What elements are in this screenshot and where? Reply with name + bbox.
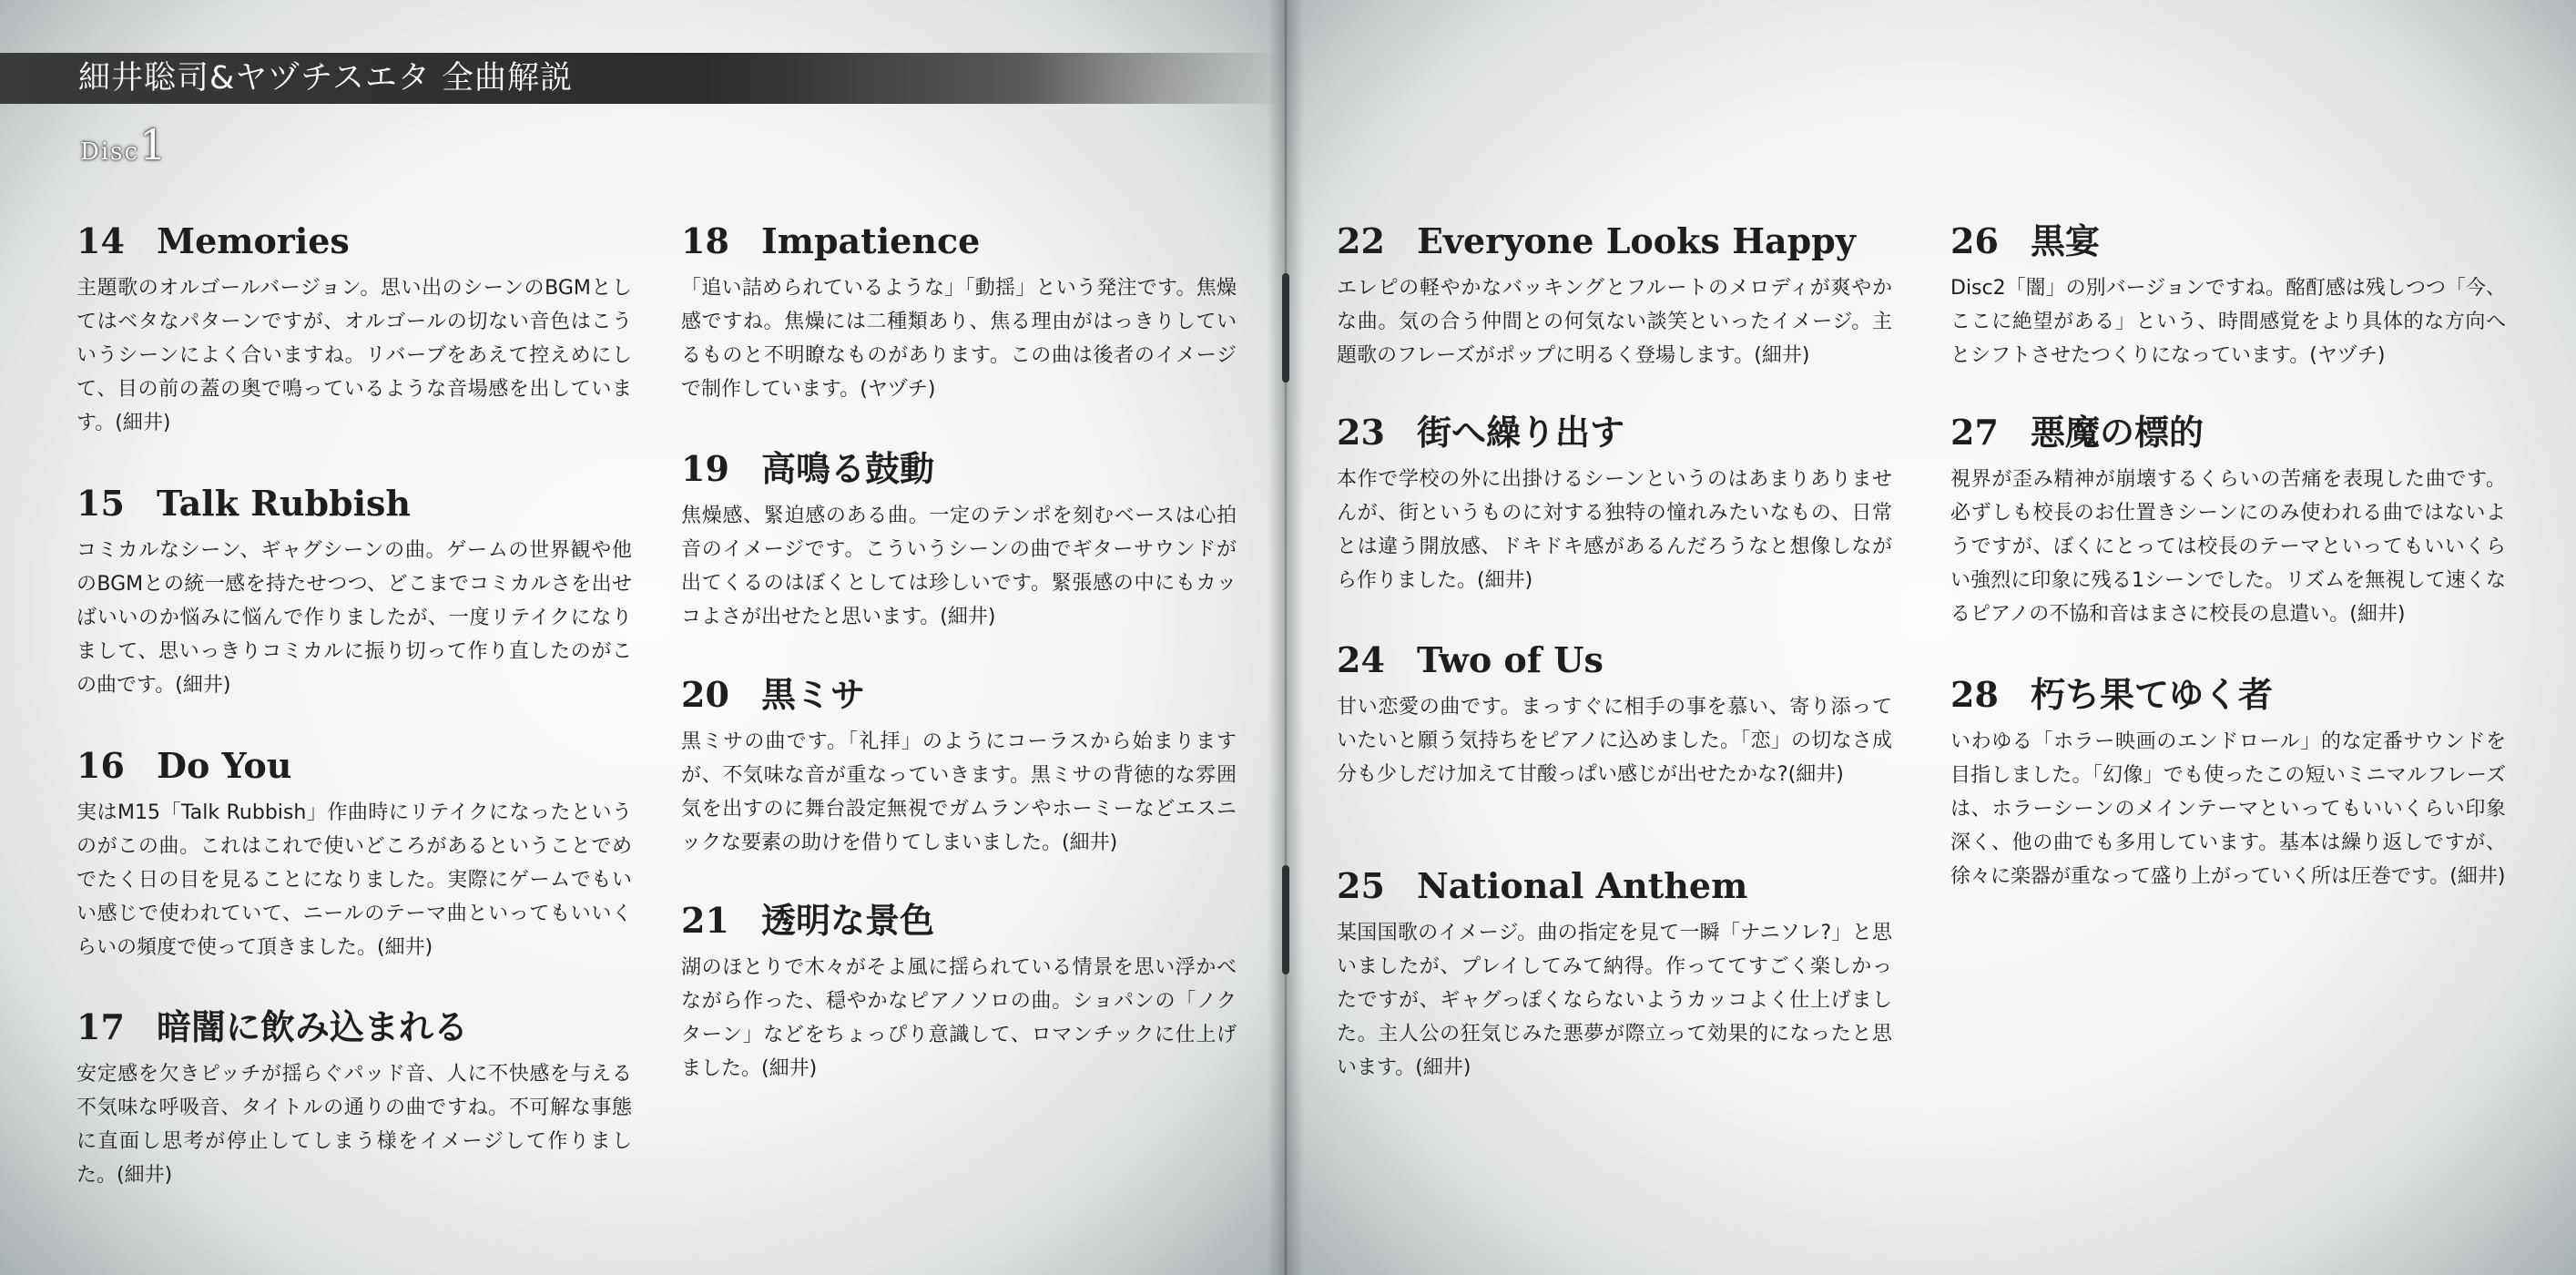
track-23 xyxy=(1337,412,1892,597)
track-19 xyxy=(681,448,1237,634)
track-18 xyxy=(681,220,1237,406)
track-name: Everyone Looks Happy xyxy=(1417,220,1856,261)
track-description: 黒ミサの曲です。「礼拝」のようにコーラスから始まりますが、不気味な音が重なっていきます。黒ミサの背徳的な雰囲気を出すのに舞台設定無視でガムランやホーミーなどエスニックな要素の助けを借りてしまいました。(細井) xyxy=(681,730,1237,854)
track-description: 本作で学校の外に出掛けるシーンというのはあまりありませんが、街というものに対する独特の憧れみたいなもの、日常とは違う開放感、ドキドキ感があるんだろうなと想像しながら作りました。(細井) xyxy=(1337,468,1892,592)
track-name: Two of Us xyxy=(1417,639,1604,680)
header-bar xyxy=(0,53,1284,104)
disc-label xyxy=(80,120,168,169)
track-name: 暗闇に飲み込まれる xyxy=(157,1006,469,1047)
track-name: 黒ミサ xyxy=(761,674,866,715)
track-21 xyxy=(681,900,1237,1086)
track-name: 街へ繰り出す xyxy=(1417,412,1625,453)
track-name: 黒宴 xyxy=(2031,220,2101,261)
track-number: 25 xyxy=(1337,865,1385,906)
track-description: いわゆる「ホラー映画のエンドロール」的な定番サウンドを目指しました。「幻像」でも使ったこの短いミニマルフレーズは、ホラーシーンのメインテーマといってもいいくらい印象深く、他の曲でも多用しています。基本は繰り返しですが、徐々に楽器が重なって盛り上がっていく所は圧巻です。(細井) xyxy=(1950,730,2506,888)
track-title xyxy=(681,674,1237,716)
track-title xyxy=(1337,865,1892,907)
track-title xyxy=(76,745,632,787)
track-title xyxy=(1337,639,1892,681)
track-name: Talk Rubbish xyxy=(157,483,412,524)
track-description: 甘い恋愛の曲です。まっすぐに相手の事を慕い、寄り添っていたいと願う気持ちをピアノに込めました。「恋」の切なさ成分も少しだけ加えて甘酸っぱい感じが出せたかな?(細井) xyxy=(1337,696,1892,786)
track-description: 某国国歌のイメージ。曲の指定を見て一瞬「ナニソレ?」と思いましたが、プレイしてみて納得。作っててすごく楽しかったですが、ギャグっぽくならないようカッコよく仕上げました。主人公の狂気じみた悪夢が際立って効果的になったと思います。(細井) xyxy=(1337,922,1892,1079)
track-title xyxy=(76,220,632,262)
track-title xyxy=(1950,674,2506,716)
track-description: 視界が歪み精神が崩壊するくらいの苦痛を表現した曲です。必ずしも校長のお仕置きシーンにのみ使われる曲ではないようですが、ぼくにとっては校長のテーマといってもいいくらい強烈に印象に残る1シーンでした。リズムを無視して速くなるピアノの不協和音はまさに校長の息遣い。(細井) xyxy=(1950,468,2506,626)
track-description: 安定感を欠きピッチが揺らぐパッド音、人に不快感を与える不気味な呼吸音、タイトルの通りの曲ですね。不可解な事態に直面し思考が停止してしまう様をイメージして作りました。(細井) xyxy=(76,1063,632,1187)
track-26 xyxy=(1950,220,2506,372)
track-description: コミカルなシーン、ギャグシーンの曲。ゲームの世界観や他のBGMとの統一感を持たせつつ、どこまでコミカルさを出せばいいのか悩みに悩んで作りましたが、一度リテイクになりまして、思いっきりコミカルに振り切って作り直したのがこの曲です。(細井) xyxy=(76,539,632,697)
track-title xyxy=(1950,412,2506,454)
track-number: 28 xyxy=(1950,674,1999,715)
track-14 xyxy=(76,220,632,440)
track-description: 湖のほとりで木々がそよ風に揺られている情景を思い浮かべながら作った、穏やかなピアノソロの曲。ショパンの「ノクターン」などをちょっぴり意識して、ロマンチックに仕上げました。(細井) xyxy=(681,956,1237,1080)
track-number: 20 xyxy=(681,674,729,715)
track-title xyxy=(1337,220,1892,262)
track-15 xyxy=(76,483,632,702)
track-name: 透明な景色 xyxy=(761,900,935,941)
track-title xyxy=(76,1006,632,1048)
track-description: 主題歌のオルゴールバージョン。思い出のシーンのBGMとしてはベタなパターンですが、オルゴールの切ない音色はこういうシーンによく合いますね。リバーブをあえて控えめにして、目の前の蓋の奥で鳴っているような音場感を出しています。(細井) xyxy=(76,277,632,434)
track-28 xyxy=(1950,674,2506,893)
track-title xyxy=(1337,412,1892,454)
track-description: 実はM15「Talk Rubbish」作曲時にリテイクになったというのがこの曲。これはこれで使いどころがあるということでめでたく日の目を見ることになりました。実際にゲームでもいい感じで使われていて、ニールのテーマ曲といってもいいくらいの頻度で使って頂きました。(細井) xyxy=(76,801,632,959)
track-20 xyxy=(681,674,1237,860)
track-description: エレピの軽やかなバッキングとフルートのメロディが爽やかな曲。気の合う仲間との何気ない談笑といったイメージ。主題歌のフレーズがポップに明るく登場します。(細井) xyxy=(1337,277,1892,367)
track-number: 14 xyxy=(76,220,125,261)
track-name: 朽ち果てゆく者 xyxy=(2031,674,2274,715)
track-number: 22 xyxy=(1337,220,1385,261)
track-22 xyxy=(1337,220,1892,372)
track-title xyxy=(681,900,1237,942)
track-title xyxy=(681,220,1237,262)
track-number: 15 xyxy=(76,483,125,524)
disc-word: Disc xyxy=(80,138,140,166)
track-number: 17 xyxy=(76,1006,125,1047)
track-title xyxy=(1950,220,2506,262)
track-17 xyxy=(76,1006,632,1192)
track-description: 焦燥感、緊迫感のある曲。一定のテンポを刻むベースは心拍音のイメージです。こういうシーンの曲でギターサウンドが出てくるのはぼくとしては珍しいです。緊張感の中にもカッコよさが出せたと思います。(細井) xyxy=(681,505,1237,628)
track-number: 26 xyxy=(1950,220,1999,261)
track-number: 24 xyxy=(1337,639,1385,680)
track-name: Do You xyxy=(157,745,292,786)
track-24 xyxy=(1337,639,1892,791)
track-title xyxy=(681,448,1237,490)
track-number: 16 xyxy=(76,745,125,786)
binding-mark xyxy=(1282,865,1289,974)
track-27 xyxy=(1950,412,2506,631)
track-description: 「追い詰められているような」「動揺」という発注です。焦燥感ですね。焦燥には二種類あり、焦る理由がはっきりしているものと不明瞭なものがあります。この曲は後者のイメージで制作しています。(ヤヅチ) xyxy=(681,277,1237,401)
track-number: 23 xyxy=(1337,412,1385,453)
header-title: 細井聡司&ヤヅチスエタ 全曲解説 xyxy=(78,60,574,97)
track-25 xyxy=(1337,865,1892,1085)
track-name: National Anthem xyxy=(1417,865,1748,906)
track-name: Impatience xyxy=(761,220,981,261)
track-number: 27 xyxy=(1950,412,1999,453)
track-16 xyxy=(76,745,632,964)
track-number: 18 xyxy=(681,220,729,261)
track-description: Disc2「闇」の別バージョンですね。酩酊感は残しつつ「今、ここに絶望がある」という、時間感覚をより具体的な方向へとシフトさせたつくりになっています。(ヤヅチ) xyxy=(1950,277,2506,367)
track-title xyxy=(76,483,632,525)
book-gutter xyxy=(1268,0,1304,1275)
track-number: 19 xyxy=(681,448,729,489)
track-name: 悪魔の標的 xyxy=(2031,412,2204,453)
track-name: Memories xyxy=(157,220,350,261)
binding-mark xyxy=(1282,273,1289,382)
disc-number: 1 xyxy=(139,120,168,169)
track-name: 高鳴る鼓動 xyxy=(761,448,935,489)
track-number: 21 xyxy=(681,900,729,941)
